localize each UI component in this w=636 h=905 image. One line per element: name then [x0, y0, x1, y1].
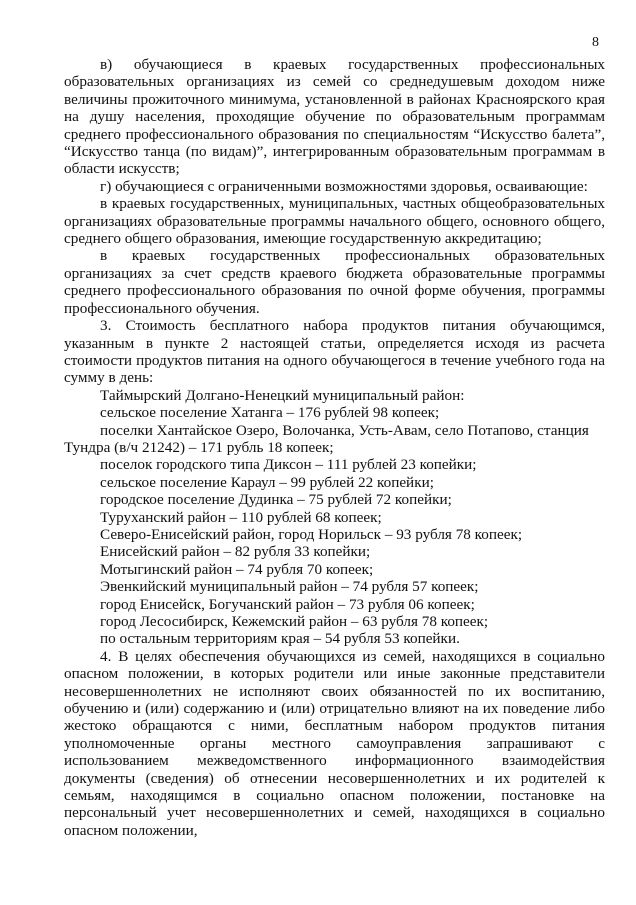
paragraph-professional-education: в краевых государственных профессиональных образовательных организациях за счет средств краевого бюджета образовательные программы среднего профессионального образования по очной форме обучения, программы профессионального обучения.	[64, 247, 605, 317]
document-body	[64, 56, 605, 839]
price-item-taimyr: Таймырский Долгано-Ненецкий муниципальный район:	[100, 386, 465, 404]
paragraph-g: г) обучающиеся с ограниченными возможностями здоровья, осваивающие:	[100, 177, 588, 195]
price-item-other-territories: по остальным территориям края – 54 рубля 53 копейки.	[100, 630, 460, 648]
price-item-khatanga: сельское поселение Хатанга – 176 рублей 98 копеек;	[100, 404, 440, 422]
paragraph-general-education: в краевых государственных, муниципальных, частных общеобразовательных организациях образовательные программы начального общего, основного общего, среднего общего образования, имеющие государственную аккредитацию;	[64, 195, 605, 248]
price-item-norilsk: Северо-Енисейский район, город Норильск – 93 рубля 78 копеек;	[100, 525, 523, 543]
paragraph-3-cost: 3. Стоимость бесплатного набора продуктов питания обучающимся, указанным в пункте 2 настоящей статьи, определяется исходя из расчета стоимости продуктов питания на одного обучающегося в течение учебного года на сумму в день:	[64, 317, 605, 387]
price-item-motygino: Мотыгинский район – 74 рубля 70 копеек;	[100, 560, 374, 578]
paragraph-v: в) обучающиеся в краевых государственных профессиональных образовательных организациях из семей со среднедушевым доходом ниже величины прожиточного минимума, установленной в районах Красноярского края на душу населения, проходящие обучение по образовательным программам среднего профессионального образования по специальностям “Искусство балета”, “Искусство танца (по видам)”, интегрированным образовательным программам в области искусств;	[64, 56, 605, 178]
price-item-dikson: поселок городского типа Диксон – 111 рублей 23 копейки;	[100, 456, 477, 474]
price-item-turukhansk: Туруханский район – 110 рублей 68 копеек;	[100, 508, 382, 526]
price-item-dudinka: городское поселение Дудинка – 75 рублей 72 копейки;	[100, 491, 452, 509]
price-item-lesosibirsk-kezhma: город Лесосибирск, Кежемский район – 63 рубля 78 копеек;	[100, 613, 489, 630]
price-item-yeniseisk-boguchany: город Енисейск, Богучанский район – 73 рубля 06 копеек;	[100, 595, 475, 613]
price-item-yeniseisky: Енисейский район – 82 рубля 33 копейки;	[100, 543, 371, 561]
price-item-karaul: сельское поселение Караул – 99 рублей 22 копейки;	[100, 473, 434, 491]
page-number: 8	[592, 35, 599, 50]
price-item-khantayskoe: поселки Хантайское Озеро, Волочанка, Усть-Авам, село Потапово, станция Тундра (в/ч 21242) – 171 рубль 18 копеек;	[64, 421, 589, 456]
paragraph-4-social-risk: 4. В целях обеспечения обучающихся из семей, находящихся в социально опасном положении, в которых родители или иные законные представители несовершеннолетних не исполняют своих обязанностей по их воспитанию, обучению и (или) содержанию и (или) отрицательно влияют на их поведение либо жестоко обращаются с ними, бесплатным набором продуктов питания уполномоченные органы местного самоуправления запрашивают с использованием межведомственного информационного взаимодействия документы (сведения) об отнесении несовершеннолетних и их родителей к семьям, находящимся в социально опасном положении, постановке на персональный учет несовершеннолетних и семей, находящихся в социально опасном положении,	[64, 647, 605, 839]
price-item-evenkiysky: Эвенкийский муниципальный район – 74 рубля 57 копеек;	[100, 578, 479, 596]
